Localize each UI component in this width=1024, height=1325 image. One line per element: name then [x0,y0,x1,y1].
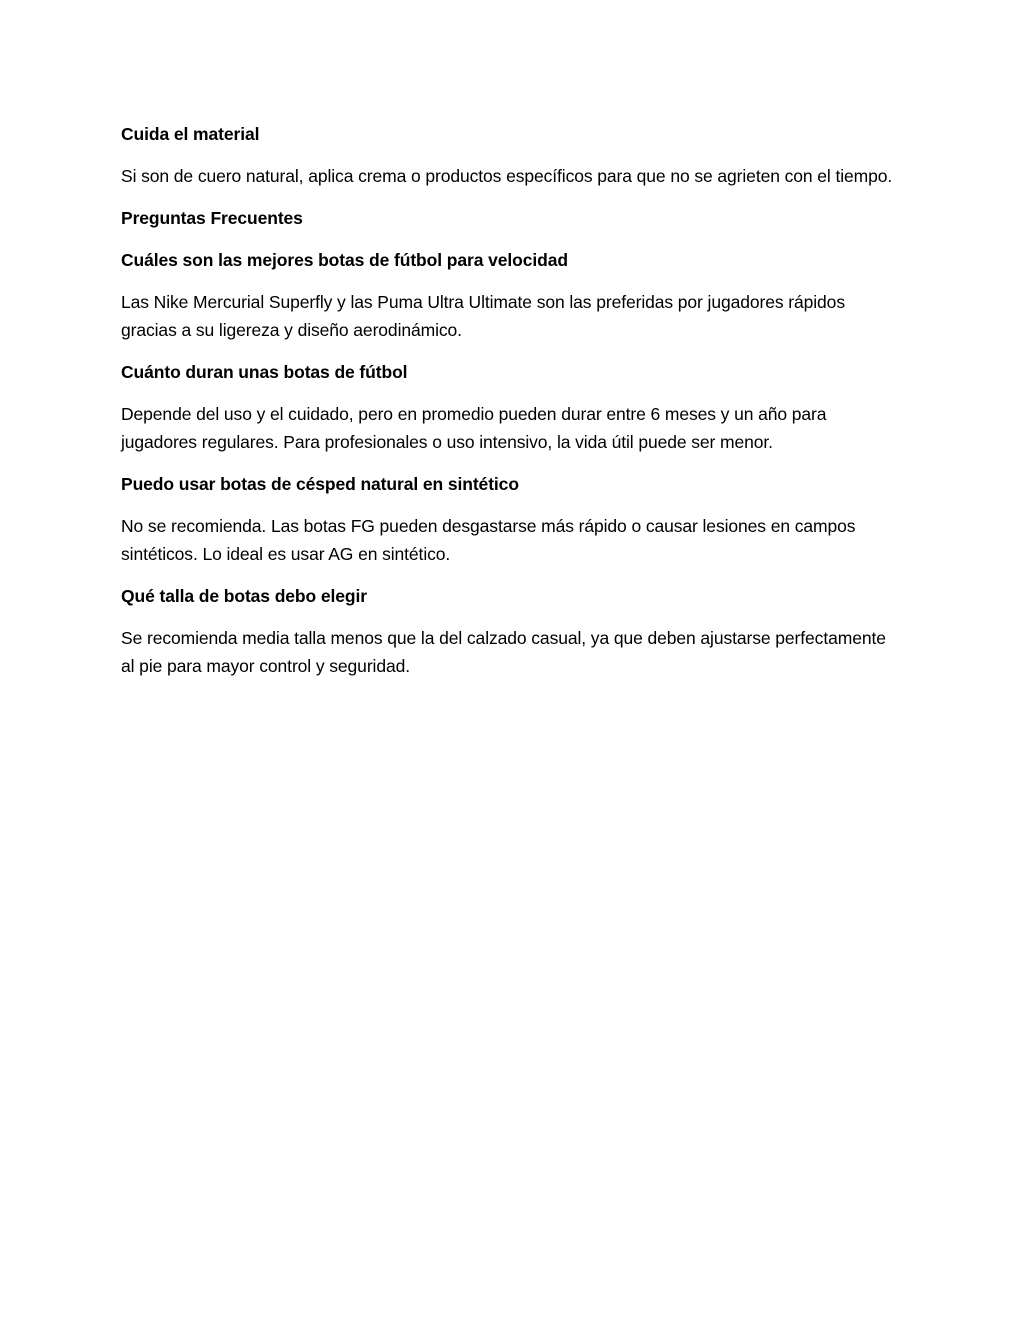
section-heading-cuida-material: Cuida el material [121,124,260,144]
answer-velocidad: Las Nike Mercurial Superfly y las Puma Ultra Ultimate son las preferidas por jugadores rápidos gracias a su ligereza y diseño aerodinámico. [121,291,845,340]
paragraph-cuida-material: Si son de cuero natural, aplica crema o productos específicos para que no se agrieten con el tiempo. [121,166,893,186]
answer-talla: Se recomienda media talla menos que la del calzado casual, ya que deben ajustarse perfectamente al pie para mayor control y seguridad. [121,627,886,676]
document-page [121,120,901,694]
question-heading-velocidad: Cuáles son las mejores botas de fútbol para velocidad [121,249,568,270]
answer-duracion: Depende del uso y el cuidado, pero en promedio pueden durar entre 6 meses y un año para jugadores regulares. Para profesionales o uso intensivo, la vida útil puede ser menor. [121,403,827,452]
section-heading-preguntas-frecuentes: Preguntas Frecuentes [121,207,303,228]
answer-sintetico: No se recomienda. Las botas FG pueden desgastarse más rápido o causar lesiones en campos sintéticos. Lo ideal es usar AG en sintético. [121,515,856,564]
question-heading-duracion: Cuánto duran unas botas de fútbol [121,361,408,382]
question-heading-sintetico: Puedo usar botas de césped natural en sintético [121,473,519,494]
question-heading-talla: Qué talla de botas debo elegir [121,585,367,606]
